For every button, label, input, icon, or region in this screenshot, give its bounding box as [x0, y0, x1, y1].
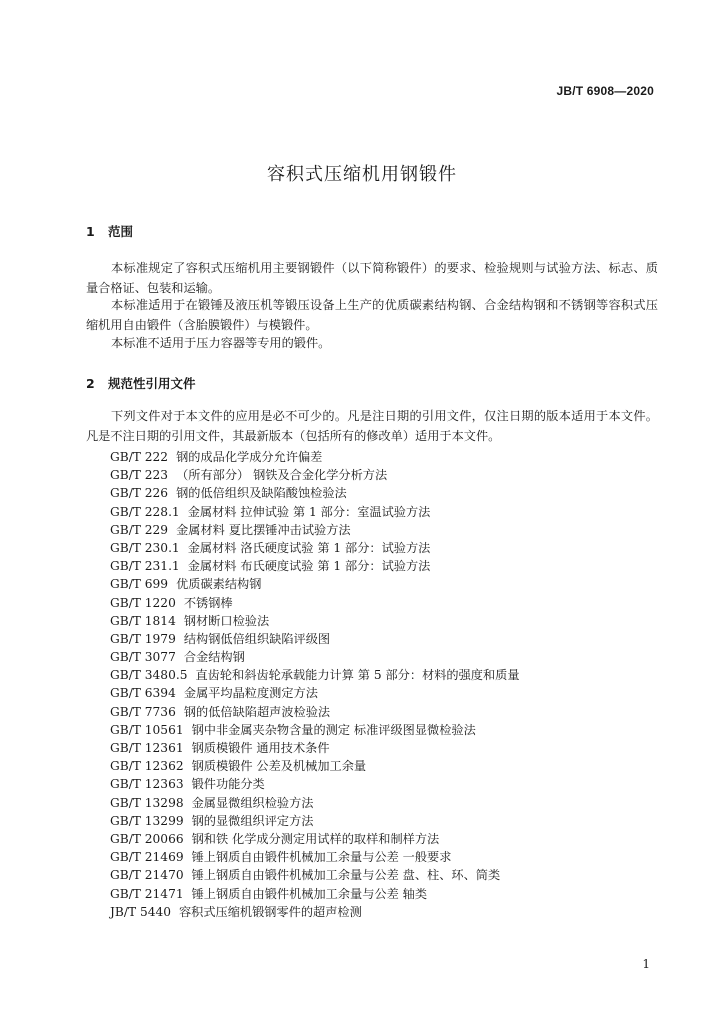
- reference-item: [110, 757, 520, 775]
- reference-item: [110, 630, 520, 648]
- reference-item: [110, 539, 520, 557]
- reference-list: [110, 448, 520, 921]
- reference-code: GB/T 21469: [110, 850, 184, 865]
- reference-title: 容积式压缩机锻钢零件的超声检测: [178, 904, 362, 919]
- reference-item: [110, 721, 520, 739]
- reference-code: GB/T 13298: [110, 795, 184, 810]
- reference-code: GB/T 226: [110, 486, 169, 501]
- section-heading-normative-references: [86, 374, 196, 392]
- reference-item: [110, 684, 520, 702]
- reference-code: GB/T 21471: [110, 886, 184, 901]
- reference-code: GB/T 1979: [110, 631, 176, 646]
- reference-code: GB/T 230.1: [110, 540, 180, 555]
- reference-title: 钢中非金属夹杂物含量的测定 标准评级图显微检验法: [191, 722, 476, 737]
- reference-item: [110, 666, 520, 684]
- reference-title: 优质碳素结构钢: [176, 577, 262, 592]
- reference-item: [110, 739, 520, 757]
- reference-title: 锤上钢质自由锻件机械加工余量与公差 轴类: [191, 886, 428, 901]
- reference-title: 结构钢低倍组织缺陷评级图: [183, 631, 331, 646]
- reference-title: 锻件功能分类: [191, 777, 265, 792]
- section-title: 规范性引用文件: [108, 376, 196, 391]
- section-heading-scope: [86, 222, 133, 240]
- reference-code: GB/T 12362: [110, 759, 184, 774]
- reference-code: GB/T 6394: [110, 686, 176, 701]
- reference-item: [110, 612, 520, 630]
- reference-title: 钢材断口检验法: [183, 613, 270, 628]
- paragraph: 本标准适用于在锻锤及液压机等锻压设备上生产的优质碳素结构钢、合金结构钢和不锈钢等容积式压缩机用自由锻件（含胎膜锻件）与模锻件。: [86, 298, 658, 332]
- reference-item: [110, 848, 520, 866]
- page-number: 1: [642, 957, 650, 971]
- reference-item: [110, 866, 520, 884]
- reference-item: [110, 484, 520, 502]
- reference-code: GB/T 10561: [110, 722, 184, 737]
- reference-item: [110, 885, 520, 903]
- section-number: 2: [86, 376, 95, 391]
- reference-item: [110, 903, 520, 921]
- reference-title: 金属材料 布氏硬度试验 第 1 部分：试验方法: [187, 559, 431, 574]
- reference-title: 直齿轮和斜齿轮承载能力计算 第 5 部分：材料的强度和质量: [195, 668, 520, 683]
- reference-code: GB/T 12361: [110, 741, 184, 755]
- reference-title: （所有部分） 钢铁及合金化学分析方法: [176, 468, 388, 483]
- reference-item: [110, 830, 520, 848]
- reference-item: [110, 812, 520, 830]
- reference-item: [110, 648, 520, 666]
- reference-code: GB/T 12363: [110, 777, 184, 792]
- reference-item: [110, 703, 520, 721]
- reference-code: GB/T 13299: [110, 813, 184, 828]
- section-title: 范围: [108, 224, 134, 239]
- reference-code: GB/T 228.1: [110, 504, 180, 519]
- reference-code: GB/T 1220: [110, 595, 176, 610]
- reference-code: GB/T 231.1: [110, 559, 180, 574]
- reference-item: [110, 503, 520, 521]
- reference-title: 钢质模锻件 公差及机械加工余量: [191, 759, 367, 774]
- reference-title: 钢质模锻件 通用技术条件: [191, 741, 330, 755]
- reference-title: 锤上钢质自由锻件机械加工余量与公差 盘、柱、环、筒类: [191, 868, 501, 883]
- reference-code: GB/T 7736: [110, 704, 176, 719]
- paragraph: 本标准不适用于压力容器等专用的锻件。: [111, 336, 331, 350]
- reference-item: [110, 575, 520, 593]
- reference-title: 钢的成品化学成分允许偏差: [176, 450, 323, 464]
- reference-title: 金属材料 夏比摆锤冲击试验方法: [176, 522, 351, 537]
- paragraph: 本标准规定了容积式压缩机用主要钢锻件（以下简称锻件）的要求、检验规则与试验方法、标志、质量合格证、包装和运输。: [86, 261, 658, 295]
- reference-item: [110, 448, 520, 466]
- reference-title: 钢的低倍缺陷超声波检验法: [183, 704, 331, 719]
- reference-title: 合金结构钢: [183, 650, 245, 665]
- standard-code: JB/T 6908—2020: [556, 84, 654, 98]
- reference-title: 钢和铁 化学成分测定用试样的取样和制样方法: [191, 831, 440, 846]
- reference-item: [110, 794, 520, 812]
- reference-item: [110, 466, 520, 484]
- reference-title: 金属平均晶粒度测定方法: [183, 686, 318, 701]
- reference-code: GB/T 699: [110, 577, 169, 592]
- reference-item: [110, 521, 520, 539]
- reference-title: 钢的低倍组织及缺陷酸蚀检验法: [176, 486, 347, 501]
- reference-title: 锤上钢质自由锻件机械加工余量与公差 一般要求: [191, 850, 452, 865]
- reference-item: [110, 557, 520, 575]
- reference-title: 金属材料 洛氏硬度试验 第 1 部分：试验方法: [187, 540, 431, 555]
- reference-code: GB/T 3077: [110, 650, 176, 665]
- reference-code: JB/T 5440: [110, 904, 171, 919]
- reference-title: 金属材料 拉伸试验 第 1 部分：室温试验方法: [187, 504, 431, 519]
- document-title: 容积式压缩机用钢锻件: [267, 164, 457, 185]
- reference-title: 钢的显微组织评定方法: [191, 813, 314, 828]
- reference-title: 不锈钢棒: [183, 595, 233, 610]
- reference-title: 金属显微组织检验方法: [191, 795, 314, 810]
- section-number: 1: [86, 224, 95, 239]
- reference-item: [110, 775, 520, 793]
- paragraph: 下列文件对于本文件的应用是必不可少的。凡是注日期的引用文件，仅注日期的版本适用于本文件。凡是不注日期的引用文件，其最新版本（包括所有的修改单）适用于本文件。: [86, 409, 658, 443]
- reference-code: GB/T 222: [110, 450, 169, 464]
- reference-code: GB/T 21470: [110, 868, 184, 883]
- reference-code: GB/T 1814: [110, 613, 176, 628]
- reference-item: [110, 594, 520, 612]
- reference-code: GB/T 229: [110, 522, 169, 537]
- reference-code: GB/T 223: [110, 468, 169, 483]
- reference-code: GB/T 20066: [110, 831, 184, 846]
- reference-code: GB/T 3480.5: [110, 668, 188, 683]
